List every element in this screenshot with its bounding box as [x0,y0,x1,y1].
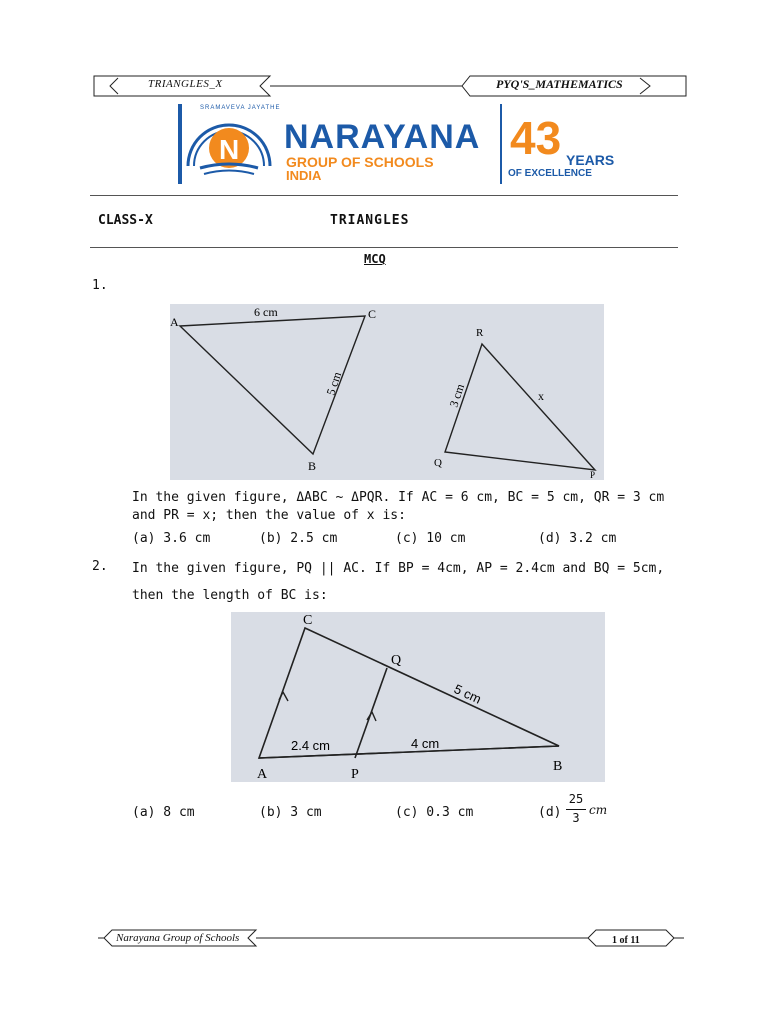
fraction-denominator: 3 [572,811,580,825]
question-text-line2: then the length of BC is: [132,588,328,603]
anniversary-years: YEARS [566,152,615,168]
brand-name: NARAYANA [284,118,481,156]
fraction-numerator: 25 [568,792,584,806]
divider-title [90,247,678,248]
page-number: 1 of 11 [612,935,640,946]
fig1-label-Q: Q [434,457,442,469]
question-text-line2: and PR = x; then the value of x is: [132,508,406,523]
divider-top [90,195,678,196]
header-left-label: TRIANGLES_X [148,78,223,90]
question-1-figure [170,304,604,480]
question-1-option-d[interactable]: (d) 3.2 cm [538,531,617,546]
fig1-label-A: A [170,315,179,329]
fig2-label-qb: 5 cm [451,681,484,707]
question-text-line1: In the given figure, PQ || AC. If BP = 4cm, AP = 2.4cm and BQ = 5cm, [132,561,665,576]
narayana-logo [178,104,615,184]
footer-left-label: Narayana Group of Schools [116,932,240,944]
question-number: 2. [92,559,108,574]
question-text-line1: In the given figure, ΔABC ~ ΔPQR. If AC = 6 cm, BC = 5 cm, QR = 3 cm [132,490,665,505]
brand-group: GROUP OF SCHOOLS [286,154,434,170]
question-2-option-a[interactable]: (a) 8 cm [132,805,195,820]
fig1-label-R: R [476,327,484,339]
fig1-label-bc: 5 cm [323,370,345,397]
fig1-label-P: P [590,470,596,480]
topic-title: TRIANGLES [330,213,410,228]
question-2-option-c[interactable]: (c) 0.3 cm [395,805,474,820]
motto: SRAMAVEVA JAYATHE [200,105,281,111]
header-right-label: PYQ'S_MATHEMATICS [496,77,623,91]
fig2-label-B: B [553,759,563,774]
fig1-label-qr: 3 cm [446,382,468,409]
fraction-bar [566,809,586,810]
question-1-option-b[interactable]: (b) 2.5 cm [259,531,338,546]
fig2-label-P: P [351,767,359,782]
question-2-figure [231,612,605,782]
anniversary-tagline: OF EXCELLENCE [508,168,592,179]
fig1-label-C: C [368,307,377,321]
fig1-label-ac: 6 cm [254,305,278,319]
fig1-label-B: B [308,459,317,473]
class-label: CLASS-X [98,213,153,228]
section-heading: MCQ [364,252,386,266]
fraction-unit: cm [589,803,608,817]
question-2-option-b[interactable]: (b) 3 cm [259,805,322,820]
fig2-label-C: C [303,613,313,628]
option-d-label: (d) [538,805,562,820]
svg-text:N: N [219,134,240,165]
fig1-label-pr: x [538,389,544,403]
fig2-label-pb: 4 cm [411,736,440,751]
anniversary-number: 43 [510,112,562,164]
question-1-option-c[interactable]: (c) 10 cm [395,531,466,546]
question-1-option-a[interactable]: (a) 3.6 cm [132,531,211,546]
fig2-label-A: A [257,767,268,782]
brand-country: INDIA [286,168,322,183]
question-2-option-d[interactable] [538,805,561,820]
question-number: 1. [92,278,108,293]
fig2-label-ap: 2.4 cm [291,738,331,753]
fig2-label-Q: Q [391,653,402,668]
